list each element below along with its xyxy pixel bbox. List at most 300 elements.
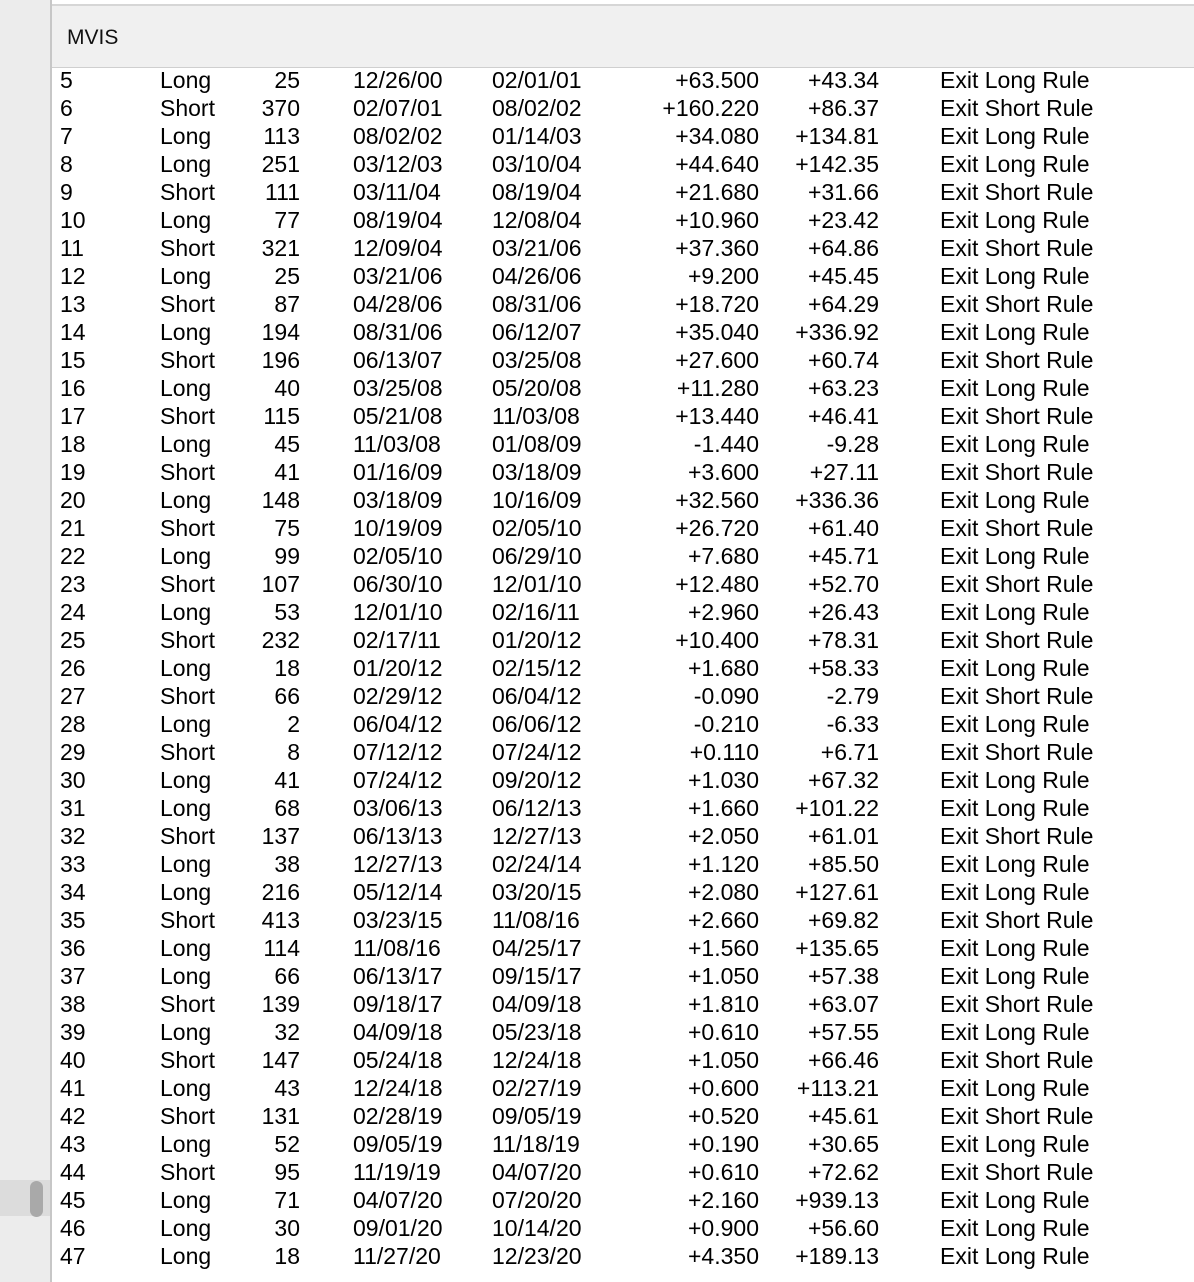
trade-quantity: 38	[274, 851, 300, 877]
profit-percent: +45.45	[808, 263, 879, 289]
entry-date: 12/01/10	[353, 599, 443, 625]
table-row[interactable]	[52, 206, 1194, 234]
profit-points: +0.610	[688, 1019, 759, 1045]
exit-date: 03/21/06	[492, 235, 582, 261]
profit-percent: +63.07	[808, 991, 879, 1017]
profit-points: -0.210	[693, 711, 759, 737]
trade-number: 16	[60, 375, 86, 401]
table-row[interactable]	[52, 962, 1194, 990]
exit-rule: Exit Long Rule	[940, 319, 1090, 345]
trade-type: Long	[160, 795, 212, 821]
exit-date: 08/31/06	[492, 291, 582, 317]
entry-date: 08/31/06	[353, 319, 443, 345]
entry-date: 01/20/12	[353, 655, 443, 681]
exit-date: 06/12/13	[492, 795, 582, 821]
trade-quantity: 87	[274, 291, 300, 317]
trade-quantity: 321	[261, 235, 300, 261]
trade-type: Short	[160, 179, 215, 205]
trade-number: 35	[60, 907, 86, 933]
profit-points: +0.900	[688, 1215, 759, 1241]
trade-quantity: 32	[274, 1019, 300, 1045]
trade-quantity: 370	[261, 95, 300, 121]
exit-rule: Exit Long Rule	[940, 207, 1090, 233]
entry-date: 02/28/19	[353, 1103, 443, 1129]
entry-date: 10/19/09	[353, 515, 443, 541]
profit-percent: +336.92	[795, 319, 879, 345]
exit-rule: Exit Long Rule	[940, 1019, 1090, 1045]
table-row[interactable]	[52, 234, 1194, 262]
exit-rule: Exit Long Rule	[940, 963, 1090, 989]
profit-percent: +60.74	[808, 347, 879, 373]
table-row[interactable]	[52, 598, 1194, 626]
profit-percent: +86.37	[808, 95, 879, 121]
exit-rule: Exit Short Rule	[940, 235, 1094, 261]
table-row[interactable]	[52, 402, 1194, 430]
table-row[interactable]	[52, 430, 1194, 458]
exit-rule: Exit Long Rule	[940, 263, 1090, 289]
window-title: MVIS	[67, 26, 119, 49]
profit-percent: +43.34	[808, 67, 879, 93]
profit-points: +26.720	[675, 515, 759, 541]
exit-rule: Exit Short Rule	[940, 683, 1094, 709]
trade-quantity: 115	[263, 403, 300, 429]
exit-rule: Exit Long Rule	[940, 375, 1090, 401]
entry-date: 04/07/20	[353, 1187, 443, 1213]
profit-points: +0.110	[689, 739, 759, 765]
trade-type: Long	[160, 67, 212, 93]
trade-number: 27	[60, 683, 86, 709]
exit-date: 09/15/17	[492, 963, 582, 989]
table-row[interactable]	[52, 794, 1194, 822]
table-row[interactable]	[52, 1018, 1194, 1046]
exit-rule: Exit Long Rule	[940, 795, 1090, 821]
exit-rule: Exit Long Rule	[940, 151, 1090, 177]
trade-type: Short	[160, 403, 215, 429]
trade-type: Long	[160, 151, 212, 177]
trade-type: Short	[160, 347, 215, 373]
exit-rule: Exit Short Rule	[940, 907, 1094, 933]
trade-quantity: 413	[261, 907, 300, 933]
entry-date: 06/30/10	[353, 571, 443, 597]
trade-type: Long	[160, 963, 212, 989]
trade-type: Long	[160, 263, 212, 289]
exit-rule: Exit Long Rule	[940, 851, 1090, 877]
trade-number: 10	[60, 207, 86, 233]
profit-percent: +57.38	[808, 963, 879, 989]
exit-rule: Exit Short Rule	[940, 95, 1094, 121]
table-row[interactable]	[52, 94, 1194, 122]
entry-date: 03/18/09	[353, 487, 443, 513]
exit-rule: Exit Long Rule	[940, 935, 1090, 961]
profit-percent: +26.43	[808, 599, 879, 625]
exit-date: 05/23/18	[492, 1019, 582, 1045]
profit-points: +2.080	[688, 879, 759, 905]
entry-date: 02/29/12	[353, 683, 443, 709]
table-row[interactable]	[52, 1046, 1194, 1074]
trade-quantity: 66	[274, 683, 300, 709]
trade-number: 21	[60, 515, 86, 541]
profit-percent: +85.50	[808, 851, 879, 877]
trade-type: Short	[160, 1047, 215, 1073]
trade-quantity: 45	[274, 431, 300, 457]
exit-date: 01/20/12	[492, 627, 582, 653]
trade-quantity: 25	[274, 67, 300, 93]
entry-date: 03/25/08	[353, 375, 443, 401]
trade-quantity: 111	[265, 179, 300, 205]
exit-rule: Exit Long Rule	[940, 1215, 1090, 1241]
profit-points: +1.050	[688, 1047, 759, 1073]
exit-date: 12/01/10	[492, 571, 582, 597]
trade-quantity: 113	[263, 123, 300, 149]
exit-date: 06/04/12	[492, 683, 582, 709]
trade-number: 42	[60, 1103, 86, 1129]
profit-points: +1.810	[688, 991, 759, 1017]
trade-quantity: 53	[274, 599, 300, 625]
trade-list-window	[52, 0, 1194, 1282]
entry-date: 11/03/08	[353, 431, 441, 457]
trade-quantity: 114	[263, 935, 300, 961]
trade-number: 22	[60, 543, 86, 569]
profit-percent: +64.86	[808, 235, 879, 261]
profit-percent: +61.01	[808, 823, 879, 849]
profit-percent: +939.13	[795, 1187, 879, 1213]
entry-date: 08/02/02	[353, 123, 443, 149]
trade-type: Long	[160, 935, 212, 961]
profit-percent: +66.46	[808, 1047, 879, 1073]
profit-percent: +127.61	[795, 879, 879, 905]
trade-number: 7	[60, 123, 73, 149]
profit-percent: +56.60	[808, 1215, 879, 1241]
table-row[interactable]	[52, 766, 1194, 794]
trade-type: Short	[160, 95, 215, 121]
table-row[interactable]	[52, 626, 1194, 654]
trade-quantity: 71	[274, 1187, 300, 1213]
exit-rule: Exit Short Rule	[940, 291, 1094, 317]
entry-date: 01/16/09	[353, 459, 443, 485]
entry-date: 03/12/03	[353, 151, 443, 177]
trade-quantity: 30	[274, 1215, 300, 1241]
table-row[interactable]	[52, 486, 1194, 514]
profit-points: +4.350	[688, 1243, 759, 1269]
exit-rule: Exit Long Rule	[940, 711, 1090, 737]
exit-rule: Exit Short Rule	[940, 1103, 1094, 1129]
profit-points: +27.600	[675, 347, 759, 373]
exit-date: 02/15/12	[492, 655, 582, 681]
trade-type: Short	[160, 1159, 215, 1185]
table-row[interactable]	[52, 1102, 1194, 1130]
entry-date: 02/07/01	[353, 95, 443, 121]
trade-quantity: 2	[287, 711, 300, 737]
trade-quantity: 41	[274, 767, 300, 793]
profit-percent: -2.79	[826, 683, 879, 709]
trade-quantity: 194	[261, 319, 300, 345]
trade-number: 30	[60, 767, 86, 793]
table-row[interactable]	[52, 822, 1194, 850]
table-row[interactable]	[52, 1214, 1194, 1242]
exit-date: 03/20/15	[492, 879, 582, 905]
exit-date: 03/18/09	[492, 459, 582, 485]
trade-number: 13	[60, 291, 86, 317]
trade-number: 47	[60, 1243, 86, 1269]
table-row[interactable]	[52, 990, 1194, 1018]
profit-points: +0.600	[688, 1075, 759, 1101]
table-row[interactable]	[52, 1130, 1194, 1158]
table-row[interactable]	[52, 374, 1194, 402]
exit-date: 03/10/04	[492, 151, 582, 177]
profit-points: -0.090	[693, 683, 759, 709]
profit-percent: +27.11	[809, 459, 879, 485]
trade-type: Short	[160, 1103, 215, 1129]
profit-points: +10.400	[675, 627, 759, 653]
entry-date: 03/21/06	[353, 263, 443, 289]
trade-type: Short	[160, 459, 215, 485]
trade-type: Short	[160, 515, 215, 541]
entry-date: 06/13/07	[353, 347, 443, 373]
table-row[interactable]	[52, 458, 1194, 486]
exit-rule: Exit Long Rule	[940, 487, 1090, 513]
exit-date: 12/08/04	[492, 207, 582, 233]
exit-date: 02/24/14	[492, 851, 582, 877]
trade-type: Long	[160, 123, 212, 149]
exit-date: 06/06/12	[492, 711, 582, 737]
table-row[interactable]	[52, 654, 1194, 682]
profit-points: +21.680	[675, 179, 759, 205]
trade-type: Long	[160, 1019, 212, 1045]
exit-date: 11/18/19	[492, 1131, 580, 1157]
trade-number: 24	[60, 599, 86, 625]
exit-date: 10/16/09	[492, 487, 582, 513]
profit-percent: -9.28	[826, 431, 879, 457]
trade-type: Long	[160, 543, 212, 569]
trade-quantity: 148	[261, 487, 300, 513]
trade-number: 43	[60, 1131, 86, 1157]
trade-number: 11	[60, 235, 84, 261]
exit-rule: Exit Long Rule	[940, 67, 1090, 93]
profit-percent: +45.71	[808, 543, 879, 569]
exit-rule: Exit Short Rule	[940, 179, 1094, 205]
trade-number: 36	[60, 935, 86, 961]
table-row[interactable]	[52, 906, 1194, 934]
exit-date: 08/02/02	[492, 95, 582, 121]
table-row[interactable]	[52, 318, 1194, 346]
trade-type: Long	[160, 487, 212, 513]
exit-rule: Exit Short Rule	[940, 739, 1094, 765]
profit-percent: -6.33	[826, 711, 879, 737]
exit-date: 07/24/12	[492, 739, 582, 765]
table-row[interactable]	[52, 850, 1194, 878]
profit-points: +2.160	[688, 1187, 759, 1213]
exit-date: 09/20/12	[492, 767, 582, 793]
profit-percent: +113.21	[796, 1075, 879, 1101]
trade-number: 23	[60, 571, 86, 597]
trade-type: Short	[160, 683, 215, 709]
trade-quantity: 25	[274, 263, 300, 289]
trade-type: Long	[160, 207, 212, 233]
profit-percent: +63.23	[808, 375, 879, 401]
exit-date: 04/26/06	[492, 263, 582, 289]
trade-quantity: 137	[261, 823, 300, 849]
table-row[interactable]	[52, 1186, 1194, 1214]
profit-points: +44.640	[675, 151, 759, 177]
trade-quantity: 99	[274, 543, 300, 569]
exit-date: 12/23/20	[492, 1243, 582, 1269]
table-row[interactable]	[52, 738, 1194, 766]
exit-rule: Exit Short Rule	[940, 347, 1094, 373]
profit-percent: +52.70	[808, 571, 879, 597]
profit-points: +13.440	[675, 403, 759, 429]
table-row[interactable]	[52, 542, 1194, 570]
entry-date: 11/27/20	[353, 1243, 441, 1269]
trade-type: Short	[160, 627, 215, 653]
profit-points: +10.960	[675, 207, 759, 233]
entry-date: 02/17/11	[353, 627, 441, 653]
exit-date: 04/25/17	[492, 935, 582, 961]
exit-date: 02/27/19	[492, 1075, 582, 1101]
table-row[interactable]	[52, 934, 1194, 962]
trade-quantity: 196	[261, 347, 300, 373]
entry-date: 03/23/15	[353, 907, 443, 933]
exit-date: 11/08/16	[492, 907, 580, 933]
exit-rule: Exit Short Rule	[940, 403, 1094, 429]
scrollbar-thumb[interactable]	[30, 1181, 43, 1217]
trade-quantity: 18	[274, 1243, 300, 1269]
exit-rule: Exit Short Rule	[940, 1047, 1094, 1073]
trade-number: 26	[60, 655, 86, 681]
table-row[interactable]	[52, 1242, 1194, 1270]
trade-number: 37	[60, 963, 86, 989]
exit-rule: Exit Short Rule	[940, 515, 1094, 541]
entry-date: 08/19/04	[353, 207, 443, 233]
exit-rule: Exit Long Rule	[940, 599, 1090, 625]
table-row[interactable]	[52, 514, 1194, 542]
exit-date: 12/24/18	[492, 1047, 582, 1073]
table-row[interactable]	[52, 346, 1194, 374]
table-row[interactable]	[52, 290, 1194, 318]
trade-type: Long	[160, 319, 212, 345]
profit-percent: +46.41	[808, 403, 879, 429]
trade-quantity: 18	[274, 655, 300, 681]
exit-rule: Exit Short Rule	[940, 823, 1094, 849]
trade-type: Short	[160, 991, 215, 1017]
trade-number: 32	[60, 823, 86, 849]
table-row[interactable]	[52, 878, 1194, 906]
trade-number: 29	[60, 739, 86, 765]
trade-type: Short	[160, 235, 215, 261]
trade-type: Long	[160, 711, 212, 737]
profit-percent: +142.35	[795, 151, 879, 177]
table-row[interactable]	[52, 1158, 1194, 1186]
table-row[interactable]	[52, 178, 1194, 206]
profit-points: +2.960	[688, 599, 759, 625]
trade-quantity: 52	[274, 1131, 300, 1157]
table-row[interactable]	[52, 150, 1194, 178]
entry-date: 03/11/04	[353, 179, 441, 205]
exit-rule: Exit Long Rule	[940, 1131, 1090, 1157]
entry-date: 05/12/14	[353, 879, 443, 905]
profit-points: +35.040	[675, 319, 759, 345]
profit-percent: +101.22	[795, 795, 879, 821]
exit-date: 02/16/11	[492, 599, 580, 625]
exit-rule: Exit Long Rule	[940, 1187, 1090, 1213]
entry-date: 06/13/17	[353, 963, 443, 989]
exit-rule: Exit Short Rule	[940, 1159, 1094, 1185]
trade-number: 8	[60, 151, 73, 177]
exit-date: 07/20/20	[492, 1187, 582, 1213]
trade-type: Long	[160, 851, 212, 877]
exit-rule: Exit Long Rule	[940, 431, 1090, 457]
entry-date: 04/28/06	[353, 291, 443, 317]
table-row[interactable]	[52, 710, 1194, 738]
entry-date: 12/27/13	[353, 851, 443, 877]
trade-quantity: 77	[274, 207, 300, 233]
entry-date: 04/09/18	[353, 1019, 443, 1045]
table-row[interactable]	[52, 122, 1194, 150]
trade-number: 18	[60, 431, 86, 457]
trade-number: 39	[60, 1019, 86, 1045]
table-row[interactable]	[52, 570, 1194, 598]
table-row[interactable]	[52, 262, 1194, 290]
exit-rule: Exit Short Rule	[940, 991, 1094, 1017]
profit-percent: +72.62	[808, 1159, 879, 1185]
trade-quantity: 107	[261, 571, 300, 597]
table-row[interactable]	[52, 682, 1194, 710]
trade-type: Long	[160, 1215, 212, 1241]
exit-date: 10/14/20	[492, 1215, 582, 1241]
trade-type: Long	[160, 375, 212, 401]
profit-percent: +45.61	[808, 1103, 879, 1129]
trade-quantity: 66	[274, 963, 300, 989]
exit-rule: Exit Short Rule	[940, 459, 1094, 485]
trade-type: Long	[160, 879, 212, 905]
trade-type: Short	[160, 291, 215, 317]
exit-rule: Exit Long Rule	[940, 655, 1090, 681]
exit-rule: Exit Long Rule	[940, 123, 1090, 149]
profit-points: +63.500	[675, 67, 759, 93]
exit-date: 06/29/10	[492, 543, 582, 569]
trade-number: 25	[60, 627, 86, 653]
table-row[interactable]	[52, 66, 1194, 94]
exit-date: 02/05/10	[492, 515, 582, 541]
profit-points: -1.440	[693, 431, 759, 457]
entry-date: 12/09/04	[353, 235, 443, 261]
profit-percent: +6.71	[820, 739, 879, 765]
profit-points: +1.660	[688, 795, 759, 821]
profit-percent: +78.31	[808, 627, 879, 653]
profit-percent: +134.81	[795, 123, 879, 149]
trade-quantity: 232	[261, 627, 300, 653]
profit-percent: +23.42	[808, 207, 879, 233]
trade-number: 5	[60, 67, 73, 93]
trade-quantity: 8	[287, 739, 300, 765]
profit-points: +34.080	[675, 123, 759, 149]
trade-quantity: 43	[274, 1075, 300, 1101]
profit-percent: +58.33	[808, 655, 879, 681]
exit-rule: Exit Long Rule	[940, 543, 1090, 569]
profit-points: +0.610	[688, 1159, 759, 1185]
trade-number: 41	[60, 1075, 86, 1101]
trade-quantity: 75	[274, 515, 300, 541]
trade-number: 44	[60, 1159, 86, 1185]
trade-number: 38	[60, 991, 86, 1017]
trade-type: Long	[160, 1075, 212, 1101]
trade-number: 28	[60, 711, 86, 737]
profit-percent: +61.40	[808, 515, 879, 541]
table-row[interactable]	[52, 1074, 1194, 1102]
trade-type: Long	[160, 599, 212, 625]
profit-points: +0.520	[688, 1103, 759, 1129]
entry-date: 12/24/18	[353, 1075, 443, 1101]
trade-type: Long	[160, 1187, 212, 1213]
